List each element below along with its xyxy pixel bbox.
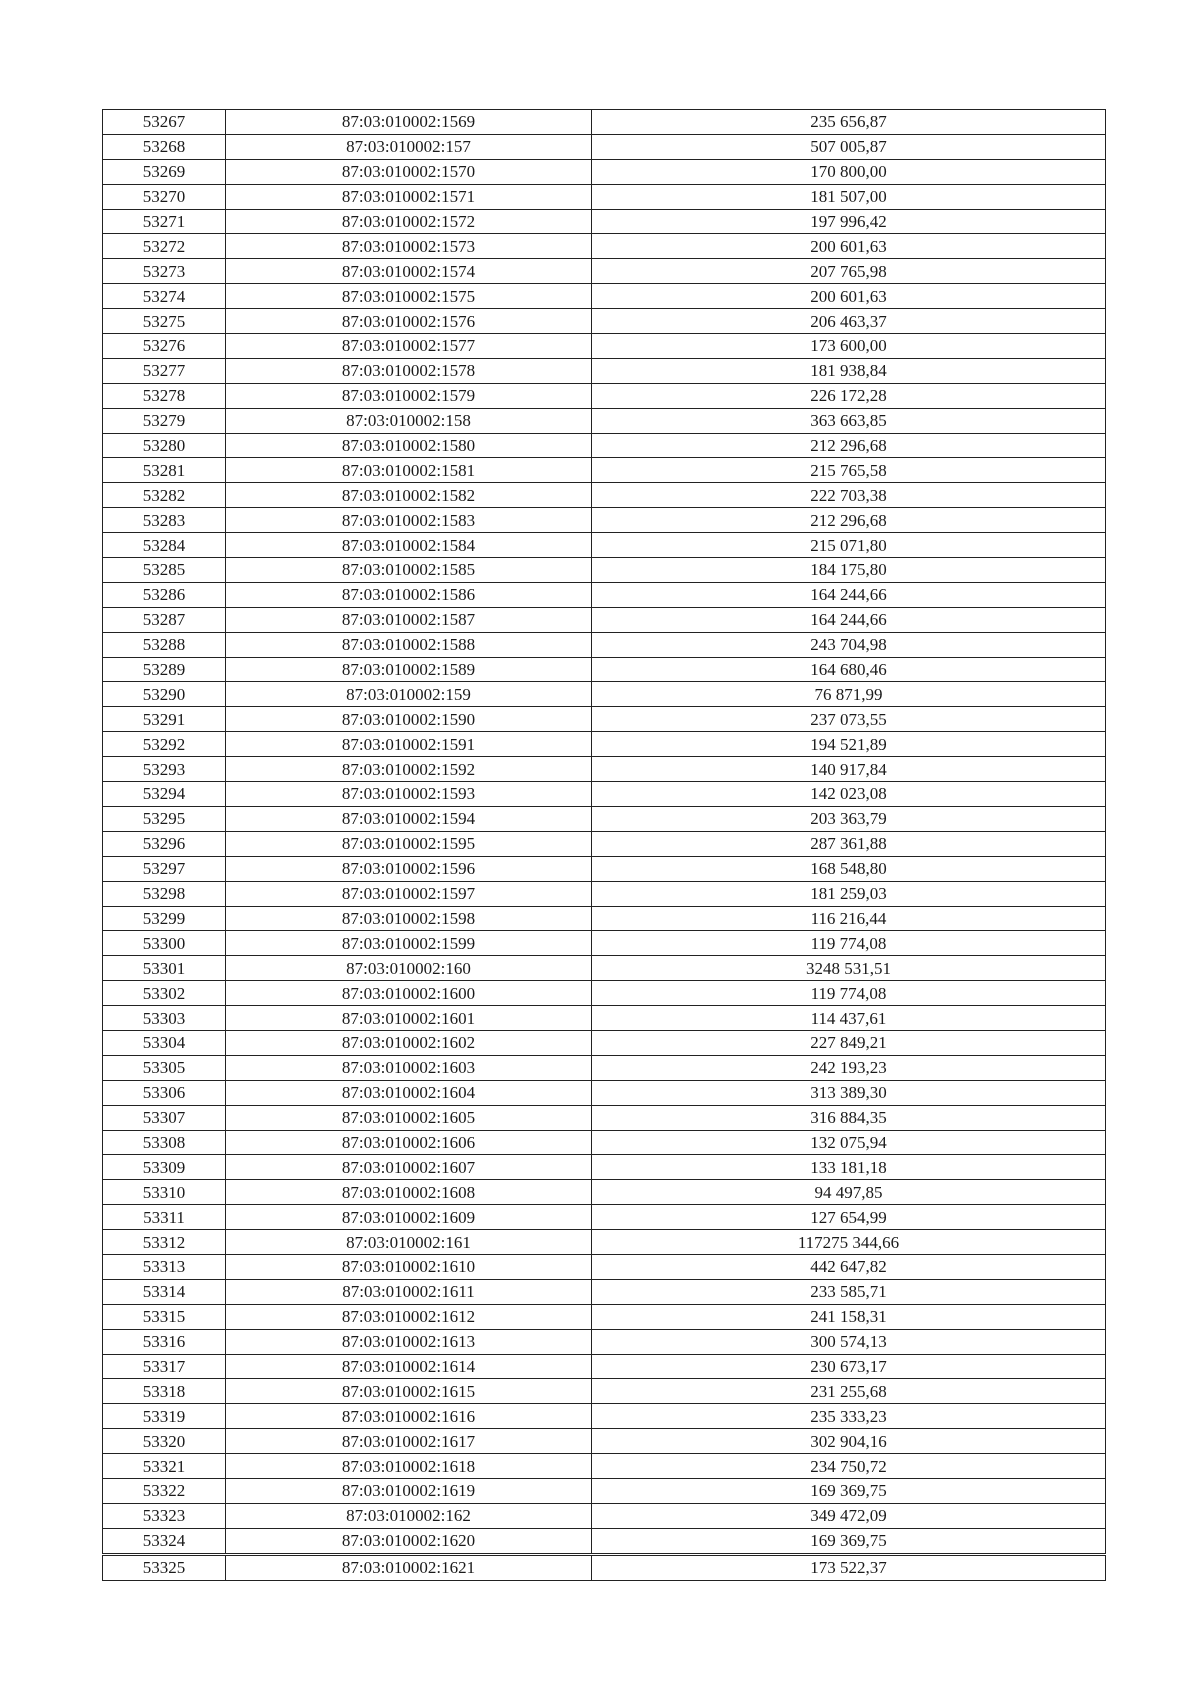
- cadastral-value-cell: 164 244,66: [592, 607, 1106, 632]
- row-number-cell: 53321: [103, 1454, 226, 1479]
- row-number-cell: 53277: [103, 358, 226, 383]
- row-number-cell: 53305: [103, 1055, 226, 1080]
- cadastral-number-cell: 87:03:010002:1611: [226, 1279, 592, 1304]
- cadastral-number-cell: 87:03:010002:1579: [226, 383, 592, 408]
- cadastral-value-cell: 132 075,94: [592, 1130, 1106, 1155]
- table-row: [103, 981, 1106, 1006]
- row-number-cell: 53313: [103, 1254, 226, 1279]
- cadastral-value-cell: 200 601,63: [592, 284, 1106, 309]
- cadastral-number-cell: 87:03:010002:1621: [226, 1554, 592, 1580]
- row-number-cell: 53297: [103, 856, 226, 881]
- table-row: [103, 1478, 1106, 1503]
- cadastral-value-cell: 207 765,98: [592, 259, 1106, 284]
- table-row: [103, 433, 1106, 458]
- table-row: [103, 931, 1106, 956]
- cadastral-value-cell: 206 463,37: [592, 309, 1106, 334]
- row-number-cell: 53319: [103, 1404, 226, 1429]
- cadastral-number-cell: 87:03:010002:1618: [226, 1454, 592, 1479]
- row-number-cell: 53320: [103, 1429, 226, 1454]
- cadastral-value-cell: 227 849,21: [592, 1030, 1106, 1055]
- row-number-cell: 53299: [103, 906, 226, 931]
- cadastral-number-cell: 87:03:010002:158: [226, 408, 592, 433]
- row-number-cell: 53282: [103, 483, 226, 508]
- table-row: [103, 682, 1106, 707]
- row-number-cell: 53302: [103, 981, 226, 1006]
- cadastral-number-cell: 87:03:010002:1582: [226, 483, 592, 508]
- cadastral-number-cell: 87:03:010002:1595: [226, 831, 592, 856]
- cadastral-value-cell: 184 175,80: [592, 558, 1106, 583]
- cadastral-value-cell: 127 654,99: [592, 1205, 1106, 1230]
- table-row: [103, 1404, 1106, 1429]
- cadastral-number-cell: 87:03:010002:1593: [226, 782, 592, 807]
- cadastral-value-cell: 233 585,71: [592, 1279, 1106, 1304]
- cadastral-number-cell: 87:03:010002:1589: [226, 657, 592, 682]
- row-number-cell: 53288: [103, 632, 226, 657]
- table-row: [103, 1354, 1106, 1379]
- row-number-cell: 53304: [103, 1030, 226, 1055]
- cadastral-value-cell: 119 774,08: [592, 981, 1106, 1006]
- cadastral-number-cell: 87:03:010002:1577: [226, 334, 592, 359]
- cadastral-number-cell: 87:03:010002:160: [226, 956, 592, 981]
- table-body: [103, 110, 1106, 1581]
- table-row: [103, 110, 1106, 135]
- cadastral-number-cell: 87:03:010002:1596: [226, 856, 592, 881]
- cadastral-value-cell: 363 663,85: [592, 408, 1106, 433]
- cadastral-value-cell: 349 472,09: [592, 1503, 1106, 1528]
- cadastral-value-cell: 212 296,68: [592, 508, 1106, 533]
- table-row: [103, 1205, 1106, 1230]
- cadastral-number-cell: 87:03:010002:1598: [226, 906, 592, 931]
- table-row: [103, 383, 1106, 408]
- table-row: [103, 159, 1106, 184]
- cadastral-number-cell: 87:03:010002:157: [226, 134, 592, 159]
- row-number-cell: 53325: [103, 1554, 226, 1580]
- row-number-cell: 53295: [103, 806, 226, 831]
- cadastral-number-cell: 87:03:010002:1594: [226, 806, 592, 831]
- cadastral-number-cell: 87:03:010002:1609: [226, 1205, 592, 1230]
- cadastral-number-cell: 87:03:010002:1610: [226, 1254, 592, 1279]
- cadastral-number-cell: 87:03:010002:1606: [226, 1130, 592, 1155]
- table-row: [103, 806, 1106, 831]
- table-row: [103, 881, 1106, 906]
- table-row: [103, 1528, 1106, 1554]
- cadastral-value-cell: 442 647,82: [592, 1254, 1106, 1279]
- row-number-cell: 53281: [103, 458, 226, 483]
- table-row: [103, 1429, 1106, 1454]
- cadastral-number-cell: 87:03:010002:1586: [226, 582, 592, 607]
- cadastral-value-cell: 181 938,84: [592, 358, 1106, 383]
- table-row: [103, 558, 1106, 583]
- cadastral-value-cell: 142 023,08: [592, 782, 1106, 807]
- row-number-cell: 53300: [103, 931, 226, 956]
- row-number-cell: 53275: [103, 309, 226, 334]
- table-row: [103, 1055, 1106, 1080]
- cadastral-value-cell: 114 437,61: [592, 1006, 1106, 1031]
- cadastral-value-cell: 164 680,46: [592, 657, 1106, 682]
- row-number-cell: 53289: [103, 657, 226, 682]
- cadastral-value-table: [102, 109, 1106, 1581]
- table-row: [103, 956, 1106, 981]
- table-row: [103, 856, 1106, 881]
- row-number-cell: 53290: [103, 682, 226, 707]
- table-row: [103, 234, 1106, 259]
- row-number-cell: 53322: [103, 1478, 226, 1503]
- cadastral-number-cell: 87:03:010002:1599: [226, 931, 592, 956]
- cadastral-value-cell: 242 193,23: [592, 1055, 1106, 1080]
- cadastral-number-cell: 87:03:010002:1581: [226, 458, 592, 483]
- cadastral-number-cell: 87:03:010002:1620: [226, 1528, 592, 1554]
- cadastral-value-cell: 181 259,03: [592, 881, 1106, 906]
- table-row: [103, 483, 1106, 508]
- cadastral-value-cell: 170 800,00: [592, 159, 1106, 184]
- cadastral-value-cell: 302 904,16: [592, 1429, 1106, 1454]
- cadastral-number-cell: 87:03:010002:1608: [226, 1180, 592, 1205]
- table-row: [103, 632, 1106, 657]
- cadastral-value-cell: 94 497,85: [592, 1180, 1106, 1205]
- cadastral-number-cell: 87:03:010002:159: [226, 682, 592, 707]
- table-row: [103, 284, 1106, 309]
- cadastral-number-cell: 87:03:010002:1569: [226, 110, 592, 135]
- cadastral-value-cell: 235 333,23: [592, 1404, 1106, 1429]
- row-number-cell: 53272: [103, 234, 226, 259]
- cadastral-number-cell: 87:03:010002:1574: [226, 259, 592, 284]
- row-number-cell: 53303: [103, 1006, 226, 1031]
- cadastral-number-cell: 87:03:010002:1570: [226, 159, 592, 184]
- row-number-cell: 53323: [103, 1503, 226, 1528]
- cadastral-value-cell: 287 361,88: [592, 831, 1106, 856]
- table-row: [103, 1503, 1106, 1528]
- cadastral-number-cell: 87:03:010002:1603: [226, 1055, 592, 1080]
- cadastral-value-cell: 173 600,00: [592, 334, 1106, 359]
- cadastral-number-cell: 87:03:010002:1575: [226, 284, 592, 309]
- row-number-cell: 53267: [103, 110, 226, 135]
- table-row: [103, 1230, 1106, 1255]
- cadastral-number-cell: 87:03:010002:1619: [226, 1478, 592, 1503]
- cadastral-value-cell: 243 704,98: [592, 632, 1106, 657]
- cadastral-value-cell: 197 996,42: [592, 209, 1106, 234]
- table-row: [103, 1006, 1106, 1031]
- row-number-cell: 53291: [103, 707, 226, 732]
- row-number-cell: 53283: [103, 508, 226, 533]
- cadastral-number-cell: 87:03:010002:1607: [226, 1155, 592, 1180]
- cadastral-number-cell: 87:03:010002:1591: [226, 732, 592, 757]
- row-number-cell: 53310: [103, 1180, 226, 1205]
- cadastral-number-cell: 87:03:010002:1613: [226, 1329, 592, 1354]
- cadastral-value-cell: 181 507,00: [592, 184, 1106, 209]
- row-number-cell: 53268: [103, 134, 226, 159]
- cadastral-value-cell: 203 363,79: [592, 806, 1106, 831]
- table-row: [103, 508, 1106, 533]
- cadastral-value-cell: 231 255,68: [592, 1379, 1106, 1404]
- cadastral-value-cell: 173 522,37: [592, 1554, 1106, 1580]
- table-row: [103, 1105, 1106, 1130]
- row-number-cell: 53270: [103, 184, 226, 209]
- table-row: [103, 1304, 1106, 1329]
- table-row: [103, 1254, 1106, 1279]
- table-row: [103, 408, 1106, 433]
- table-row: [103, 209, 1106, 234]
- row-number-cell: 53276: [103, 334, 226, 359]
- row-number-cell: 53286: [103, 582, 226, 607]
- cadastral-number-cell: 87:03:010002:1602: [226, 1030, 592, 1055]
- table-row: [103, 334, 1106, 359]
- cadastral-number-cell: 87:03:010002:1592: [226, 757, 592, 782]
- cadastral-value-cell: 119 774,08: [592, 931, 1106, 956]
- cadastral-value-cell: 222 703,38: [592, 483, 1106, 508]
- cadastral-value-cell: 235 656,87: [592, 110, 1106, 135]
- cadastral-number-cell: 87:03:010002:1617: [226, 1429, 592, 1454]
- row-number-cell: 53311: [103, 1205, 226, 1230]
- row-number-cell: 53284: [103, 533, 226, 558]
- row-number-cell: 53269: [103, 159, 226, 184]
- row-number-cell: 53317: [103, 1354, 226, 1379]
- cadastral-value-cell: 226 172,28: [592, 383, 1106, 408]
- cadastral-value-cell: 234 750,72: [592, 1454, 1106, 1479]
- cadastral-value-cell: 168 548,80: [592, 856, 1106, 881]
- cadastral-value-cell: 133 181,18: [592, 1155, 1106, 1180]
- row-number-cell: 53314: [103, 1279, 226, 1304]
- cadastral-number-cell: 87:03:010002:1583: [226, 508, 592, 533]
- cadastral-number-cell: 87:03:010002:1584: [226, 533, 592, 558]
- cadastral-number-cell: 87:03:010002:1616: [226, 1404, 592, 1429]
- row-number-cell: 53293: [103, 757, 226, 782]
- row-number-cell: 53308: [103, 1130, 226, 1155]
- table-row: [103, 1155, 1106, 1180]
- cadastral-number-cell: 87:03:010002:1573: [226, 234, 592, 259]
- cadastral-value-cell: 316 884,35: [592, 1105, 1106, 1130]
- cadastral-value-cell: 169 369,75: [592, 1478, 1106, 1503]
- row-number-cell: 53298: [103, 881, 226, 906]
- table-row: [103, 1454, 1106, 1479]
- cadastral-value-cell: 230 673,17: [592, 1354, 1106, 1379]
- table-row: [103, 1279, 1106, 1304]
- table-row: [103, 831, 1106, 856]
- cadastral-number-cell: 87:03:010002:1572: [226, 209, 592, 234]
- row-number-cell: 53279: [103, 408, 226, 433]
- cadastral-number-cell: 87:03:010002:1578: [226, 358, 592, 383]
- row-number-cell: 53294: [103, 782, 226, 807]
- row-number-cell: 53273: [103, 259, 226, 284]
- table-row: [103, 1379, 1106, 1404]
- cadastral-number-cell: 87:03:010002:1597: [226, 881, 592, 906]
- row-number-cell: 53301: [103, 956, 226, 981]
- table-row: [103, 533, 1106, 558]
- table-row: [103, 607, 1106, 632]
- cadastral-value-cell: 313 389,30: [592, 1080, 1106, 1105]
- row-number-cell: 53309: [103, 1155, 226, 1180]
- cadastral-value-cell: 241 158,31: [592, 1304, 1106, 1329]
- row-number-cell: 53307: [103, 1105, 226, 1130]
- cadastral-number-cell: 87:03:010002:1587: [226, 607, 592, 632]
- cadastral-number-cell: 87:03:010002:1590: [226, 707, 592, 732]
- cadastral-number-cell: 87:03:010002:1612: [226, 1304, 592, 1329]
- cadastral-number-cell: 87:03:010002:162: [226, 1503, 592, 1528]
- cadastral-value-cell: 300 574,13: [592, 1329, 1106, 1354]
- cadastral-value-cell: 76 871,99: [592, 682, 1106, 707]
- table-row: [103, 1180, 1106, 1205]
- cadastral-value-cell: 200 601,63: [592, 234, 1106, 259]
- row-number-cell: 53318: [103, 1379, 226, 1404]
- table-row: [103, 732, 1106, 757]
- cadastral-value-cell: 140 917,84: [592, 757, 1106, 782]
- table-row: [103, 1080, 1106, 1105]
- table-row: [103, 906, 1106, 931]
- table-row: [103, 1329, 1106, 1354]
- table-row: [103, 707, 1106, 732]
- row-number-cell: 53296: [103, 831, 226, 856]
- cadastral-number-cell: 87:03:010002:1588: [226, 632, 592, 657]
- cadastral-value-cell: 507 005,87: [592, 134, 1106, 159]
- cadastral-value-cell: 117275 344,66: [592, 1230, 1106, 1255]
- row-number-cell: 53316: [103, 1329, 226, 1354]
- cadastral-number-cell: 87:03:010002:1585: [226, 558, 592, 583]
- cadastral-value-cell: 215 071,80: [592, 533, 1106, 558]
- cadastral-number-cell: 87:03:010002:1605: [226, 1105, 592, 1130]
- table-row: [103, 184, 1106, 209]
- cadastral-value-cell: 212 296,68: [592, 433, 1106, 458]
- row-number-cell: 53271: [103, 209, 226, 234]
- cadastral-value-cell: 215 765,58: [592, 458, 1106, 483]
- cadastral-value-cell: 116 216,44: [592, 906, 1106, 931]
- table-row: [103, 1030, 1106, 1055]
- table-row: [103, 134, 1106, 159]
- row-number-cell: 53312: [103, 1230, 226, 1255]
- cadastral-value-cell: 194 521,89: [592, 732, 1106, 757]
- table-row: [103, 582, 1106, 607]
- row-number-cell: 53315: [103, 1304, 226, 1329]
- cadastral-number-cell: 87:03:010002:1604: [226, 1080, 592, 1105]
- cadastral-value-cell: 3248 531,51: [592, 956, 1106, 981]
- row-number-cell: 53324: [103, 1528, 226, 1554]
- cadastral-number-cell: 87:03:010002:1580: [226, 433, 592, 458]
- cadastral-number-cell: 87:03:010002:1614: [226, 1354, 592, 1379]
- table-row: [103, 259, 1106, 284]
- cadastral-number-cell: 87:03:010002:1576: [226, 309, 592, 334]
- row-number-cell: 53278: [103, 383, 226, 408]
- table-row: [103, 1130, 1106, 1155]
- table-row: [103, 657, 1106, 682]
- cadastral-value-cell: 237 073,55: [592, 707, 1106, 732]
- row-number-cell: 53280: [103, 433, 226, 458]
- cadastral-number-cell: 87:03:010002:1600: [226, 981, 592, 1006]
- cadastral-number-cell: 87:03:010002:1615: [226, 1379, 592, 1404]
- row-number-cell: 53306: [103, 1080, 226, 1105]
- cadastral-number-cell: 87:03:010002:1601: [226, 1006, 592, 1031]
- table-row: [103, 458, 1106, 483]
- table-row: [103, 358, 1106, 383]
- row-number-cell: 53287: [103, 607, 226, 632]
- row-number-cell: 53285: [103, 558, 226, 583]
- table-row: [103, 782, 1106, 807]
- cadastral-number-cell: 87:03:010002:161: [226, 1230, 592, 1255]
- row-number-cell: 53274: [103, 284, 226, 309]
- row-number-cell: 53292: [103, 732, 226, 757]
- cadastral-value-cell: 169 369,75: [592, 1528, 1106, 1554]
- cadastral-number-cell: 87:03:010002:1571: [226, 184, 592, 209]
- table-row: [103, 309, 1106, 334]
- table-row: [103, 1554, 1106, 1580]
- table-row: [103, 757, 1106, 782]
- cadastral-value-cell: 164 244,66: [592, 582, 1106, 607]
